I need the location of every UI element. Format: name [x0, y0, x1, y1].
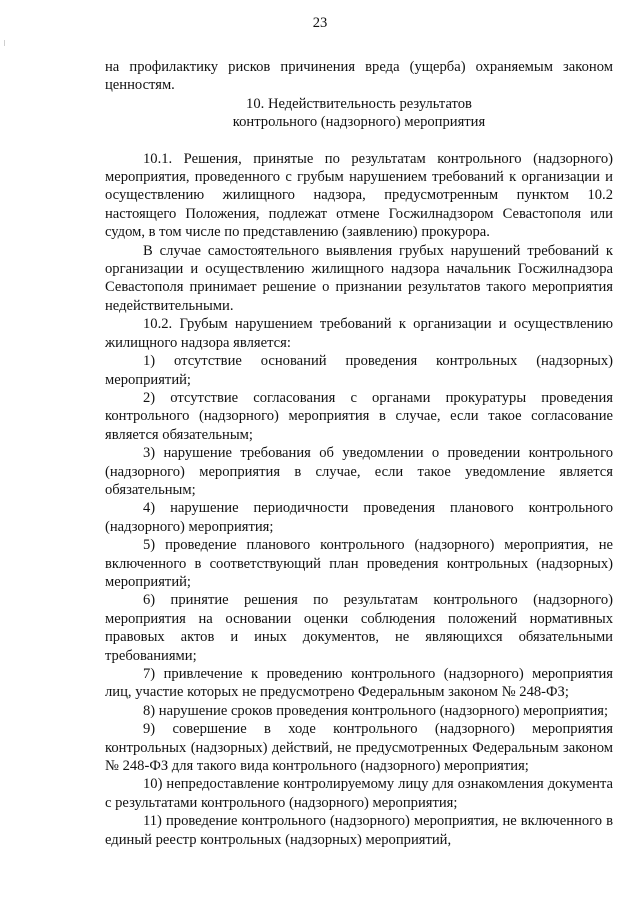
list-item-4: 4) нарушение периодичности проведения планового контрольного (надзорного) мероприятия;: [105, 500, 613, 535]
list-item-7: 7) привлечение к проведению контрольного (надзорного) мероприятия лиц, участие которых не предусмотрено Федеральным законом № 248-ФЗ;: [105, 666, 613, 701]
paragraph-10-2: 10.2. Грубым нарушением требований к организации и осуществлению жилищного надзора является:: [105, 316, 613, 351]
document-body: [105, 58, 613, 849]
list-item-6: 6) принятие решения по результатам контрольного (надзорного) мероприятия на основании оценки соблюдения положений нормативных правовых актов и иных документов, не являющихся обязательными требованиями;: [105, 592, 613, 664]
list-item-1: 1) отсутствие оснований проведения контрольных (надзорных) мероприятий;: [105, 353, 613, 388]
paragraph-10-1: 10.1. Решения, принятые по результатам контрольного (надзорного) мероприятия, проведенного с грубым нарушением требований к организации и осуществлению жилищного надзора, предусмотренным пунктом 10.2 настоящего Положения, подлежат отмене Госжилнадзором Севастополя или судом, в том числе по представлению (заявлению) прокурора.: [105, 150, 613, 241]
list-item-5: 5) проведение планового контрольного (надзорного) мероприятия, не включенного в соответствующий план проведения контрольных (надзорных) мероприятий;: [105, 537, 613, 590]
list-item-2: 2) отсутствие согласования с органами прокуратуры проведения контрольного (надзорного) мероприятия в случае, если такое согласование является обязательным;: [105, 389, 613, 443]
section-heading-line-1: 10. Недействительность результатов: [246, 95, 472, 112]
section-heading: [105, 95, 613, 132]
page-number: 23: [312, 15, 328, 31]
paragraph-self-detection: В случае самостоятельного выявления грубых нарушений требований к организации и осуществлению жилищного надзора начальник Госжилнадзора Севастополя принимает решение о признании результатов такого мероприятия недействительными.: [105, 242, 613, 314]
list-item-8: 8) нарушение сроков проведения контрольного (надзорного) мероприятия;: [143, 702, 609, 719]
list-item-11: 11) проведение контрольного (надзорного) мероприятия, не включенного в единый реестр контрольных (надзорных) мероприятий,: [105, 813, 613, 848]
list-item-10: 10) непредоставление контролируемому лицу для ознакомления документа с результатами контрольного (надзорного) мероприятия;: [105, 776, 613, 811]
list-item-9: 9) совершение в ходе контрольного (надзорного) мероприятия контрольных (надзорных) действий, не предусмотренных Федеральным законом № 248-ФЗ для такого вида контрольного (надзорного) мероприятия;: [105, 721, 613, 775]
margin-mark: [4, 40, 5, 46]
list-item-3: 3) нарушение требования об уведомлении о проведении контрольного (надзорного) мероприятия в случае, если такое уведомление является обязательным;: [105, 445, 613, 498]
section-heading-line-2: контрольного (надзорного) мероприятия: [232, 114, 486, 131]
paragraph-continuation: на профилактику рисков причинения вреда (ущерба) охраняемым законом ценностям.: [105, 59, 613, 94]
